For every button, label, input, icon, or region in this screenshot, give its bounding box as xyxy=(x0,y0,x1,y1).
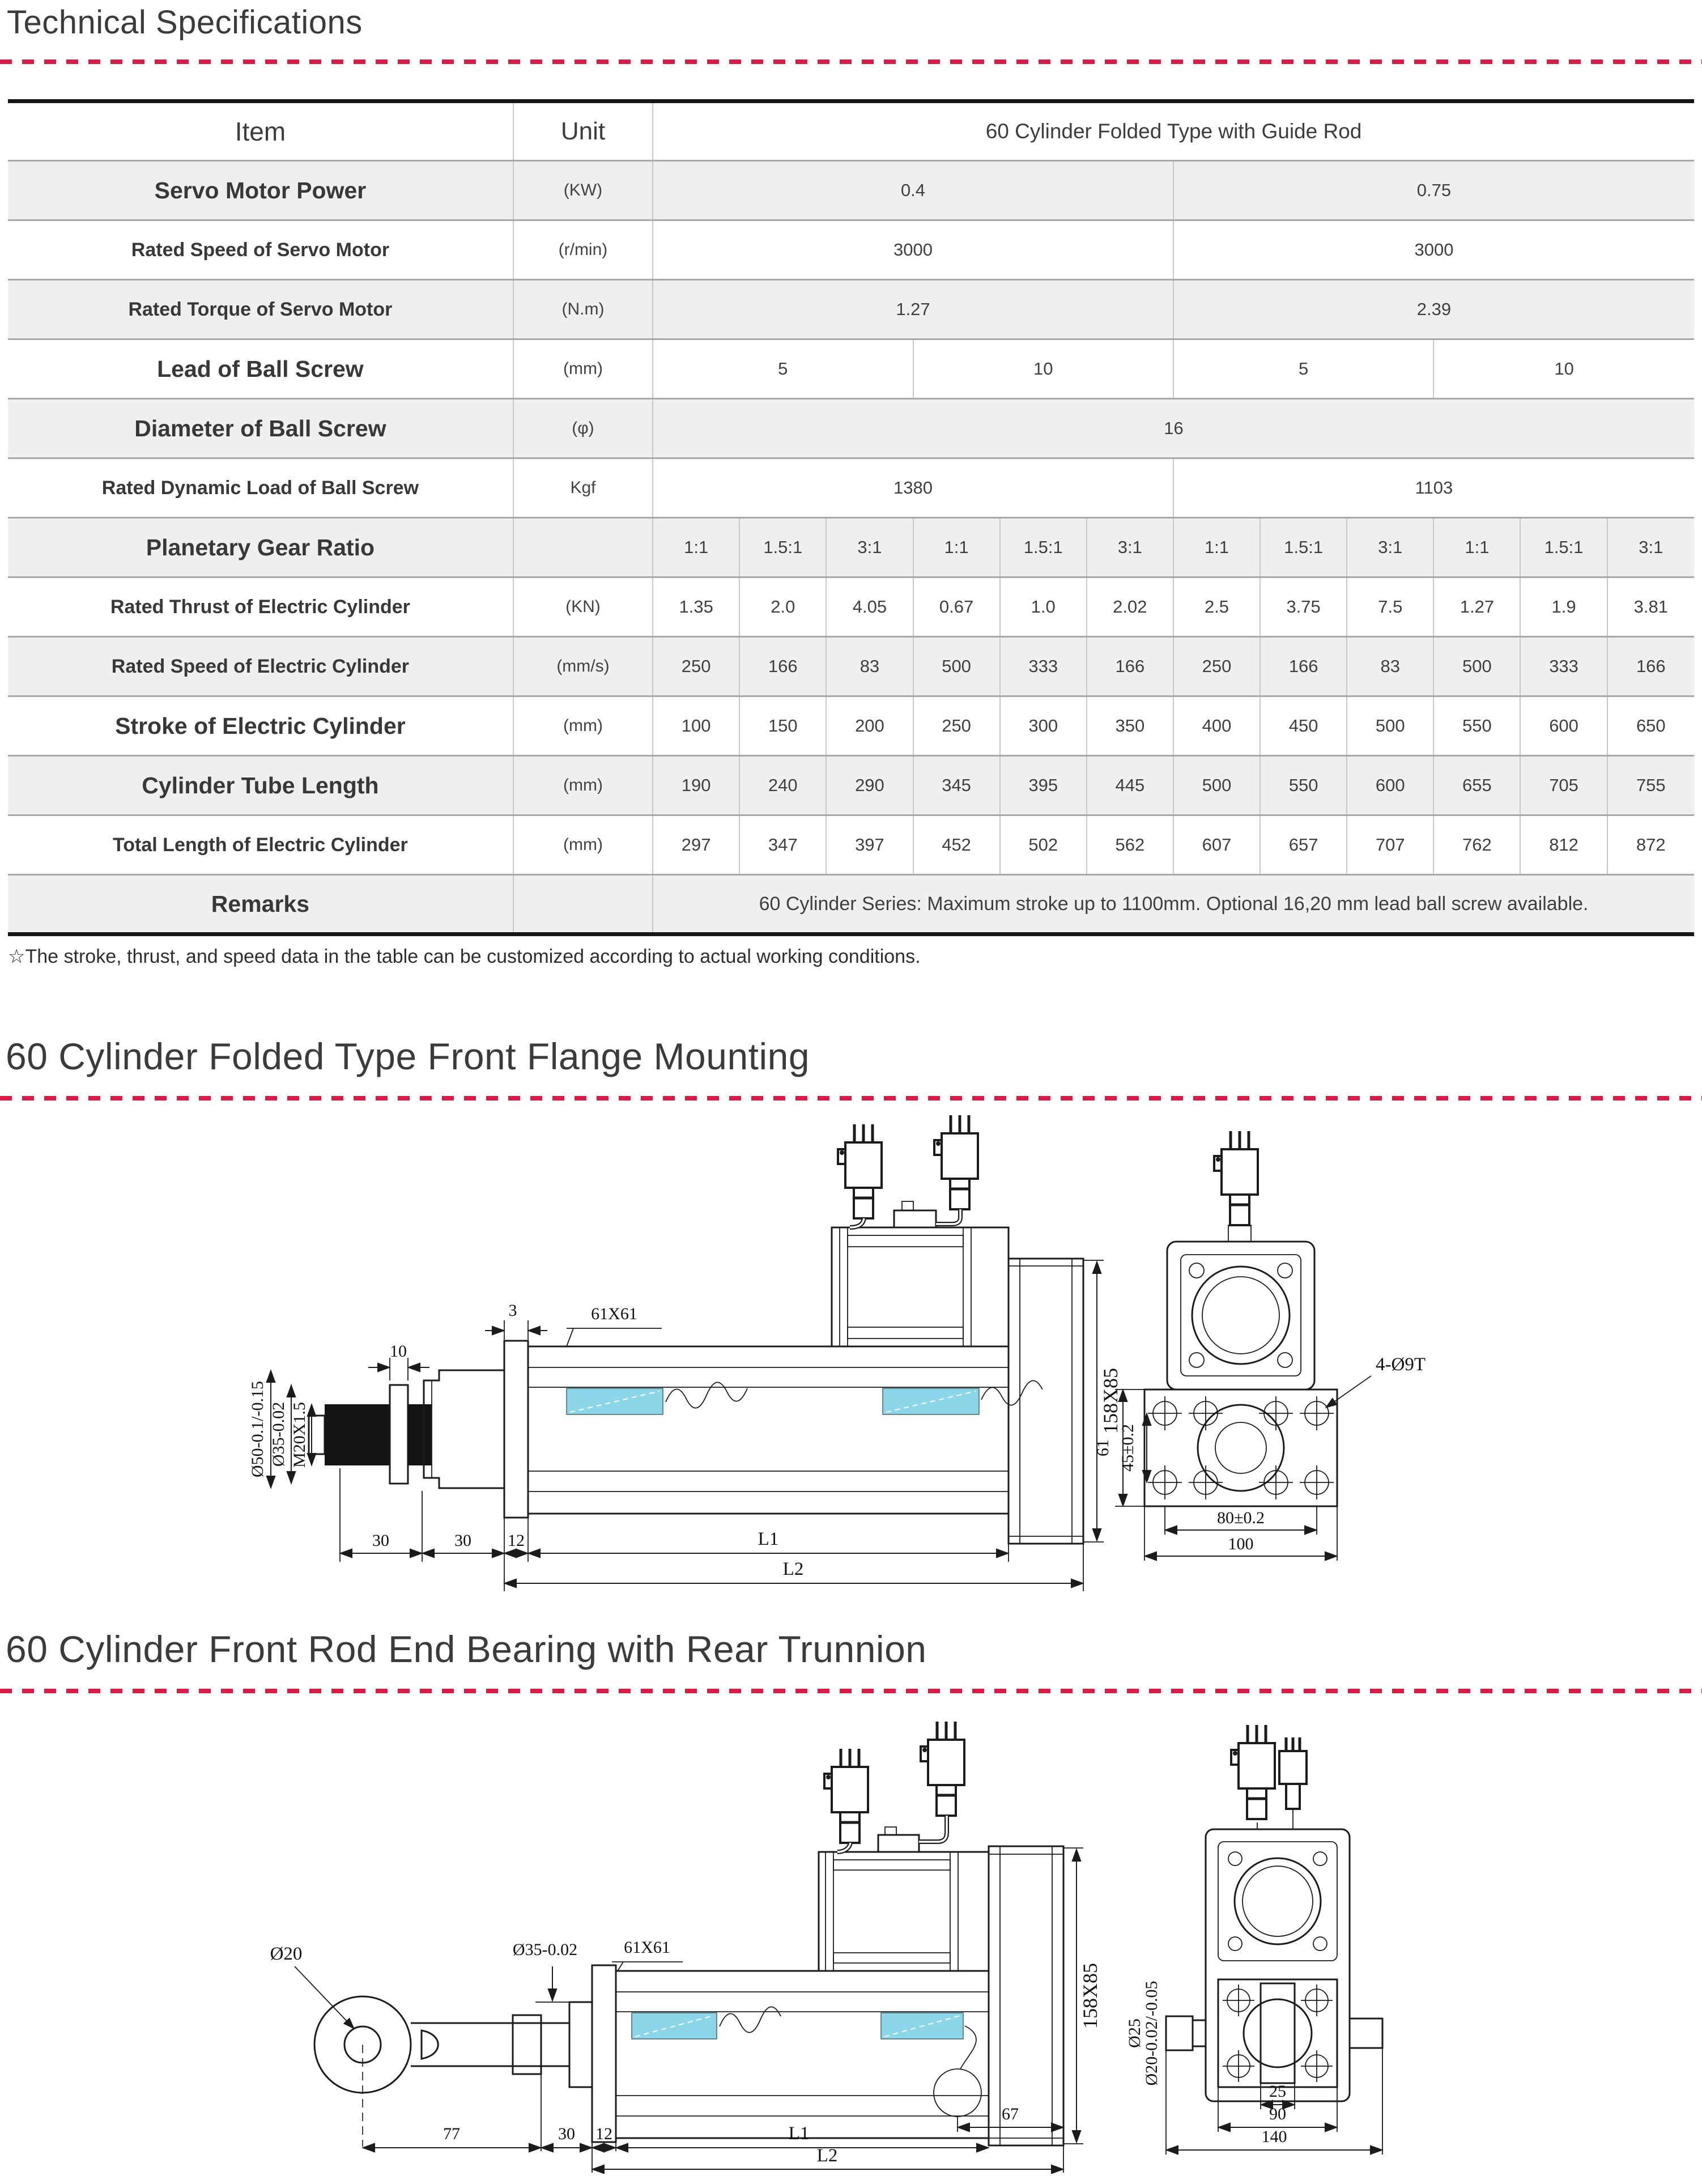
divider-dashed-2 xyxy=(0,1096,1702,1101)
row-label: Stroke of Electric Cylinder xyxy=(115,712,406,739)
value-cell: 1.5:1 xyxy=(739,518,826,577)
spec-page xyxy=(0,3,1702,2174)
dim-label-30: 30 xyxy=(558,2124,575,2143)
value-cell: 707 xyxy=(1347,815,1433,875)
value-cell: 7.5 xyxy=(1347,577,1433,637)
value-cell: 500 xyxy=(1433,637,1520,696)
trunnion-end-view xyxy=(1125,1725,1382,2155)
table-row xyxy=(8,815,1694,875)
value-cell: 1.27 xyxy=(1433,577,1520,637)
row-label: Diameter of Ball Screw xyxy=(134,415,386,441)
divider-dashed-top xyxy=(0,60,1702,64)
value-cell: 10 xyxy=(1433,339,1694,399)
value-cell: 2.39 xyxy=(1173,280,1694,339)
value-cell: 166 xyxy=(1260,637,1347,696)
value-cell: 1:1 xyxy=(913,518,1000,577)
motor-connectors xyxy=(824,1722,964,1852)
section-title-front-flange: 60 Cylinder Folded Type Front Flange Mounting xyxy=(6,1035,810,1077)
value-cell: 657 xyxy=(1260,815,1347,875)
value-cell: 445 xyxy=(1087,756,1173,815)
header-unit: Unit xyxy=(513,101,653,161)
page-title: Technical Specifications xyxy=(7,4,363,41)
dim-label-l2: L2 xyxy=(816,2145,838,2166)
value-cell: 1.5:1 xyxy=(1000,518,1087,577)
value-cell: 297 xyxy=(653,815,739,875)
value-cell: 452 xyxy=(913,815,1000,875)
divider-dashed-3 xyxy=(0,1689,1702,1693)
rod-end-bearing xyxy=(270,1944,439,2147)
dim-label-61: 61 xyxy=(1093,1439,1112,1456)
value-cell: 60 Cylinder Series: Maximum stroke up to 1100mm. Optional 16,20 mm lead ball screw available. xyxy=(653,875,1694,934)
dim-10 xyxy=(368,1342,429,1380)
value-cell: 333 xyxy=(1000,637,1087,696)
row-unit: (KN) xyxy=(513,577,653,637)
value-cell: 1.0 xyxy=(1000,577,1087,637)
rear-plate-side xyxy=(989,1846,1101,2145)
row-unit: (mm) xyxy=(513,339,653,399)
value-cell: 3:1 xyxy=(1347,518,1433,577)
cylinder-body xyxy=(592,1965,989,2142)
value-cell: 562 xyxy=(1087,815,1173,875)
value-cell: 3:1 xyxy=(826,518,913,577)
table-row xyxy=(8,637,1694,696)
value-cell: 0.67 xyxy=(913,577,1000,637)
sensor-cable xyxy=(720,2007,781,2032)
footnote: ☆The stroke, thrust, and speed data in the table can be customized according to actual working conditions. xyxy=(8,946,921,967)
value-cell: 755 xyxy=(1607,756,1694,815)
table-row xyxy=(8,696,1694,756)
value-cell: 705 xyxy=(1520,756,1607,815)
value-cell: 300 xyxy=(1000,696,1087,756)
value-cell: 150 xyxy=(739,696,826,756)
dim-3-61x61 xyxy=(485,1301,662,1346)
value-cell: 650 xyxy=(1607,696,1694,756)
value-cell: 395 xyxy=(1000,756,1087,815)
dim-label-25: 25 xyxy=(1269,2082,1286,2101)
dim-label-plate-158x85: 158X85 xyxy=(1079,1963,1101,2029)
value-cell: 450 xyxy=(1260,696,1347,756)
drawing-front-flange-mounting xyxy=(0,1114,1702,1613)
value-cell: 600 xyxy=(1347,756,1433,815)
dim-label-10: 10 xyxy=(390,1342,407,1361)
dim-label-80: 80±0.2 xyxy=(1217,1509,1265,1527)
value-cell: 333 xyxy=(1520,637,1607,696)
value-cell: 400 xyxy=(1173,696,1260,756)
value-cell: 166 xyxy=(1607,637,1694,696)
dim-label-plate-158x85: 158X85 xyxy=(1099,1368,1122,1434)
table-header-row xyxy=(8,101,1694,161)
row-unit: (mm) xyxy=(513,815,653,875)
value-cell: 762 xyxy=(1433,815,1520,875)
value-cell: 600 xyxy=(1520,696,1607,756)
row-label: Rated Dynamic Load of Ball Screw xyxy=(101,477,419,499)
dim-label-dia20-tol: Ø20-0.02/-0.05 xyxy=(1142,1981,1161,2086)
drawing-rod-end-bearing-trunnion xyxy=(0,1722,1702,2174)
cylinder-body xyxy=(504,1341,1043,1518)
dim-label-61x61: 61X61 xyxy=(591,1305,637,1323)
table-row xyxy=(8,399,1694,458)
value-cell: 83 xyxy=(826,637,913,696)
header-item: Item xyxy=(235,117,286,146)
dim-label-l2: L2 xyxy=(782,1559,804,1579)
cable-loop xyxy=(934,2069,981,2117)
dim-label-30b: 30 xyxy=(454,1531,471,1550)
value-cell: 83 xyxy=(1347,637,1433,696)
value-cell: 3.81 xyxy=(1607,577,1694,637)
row-label: Rated Torque of Servo Motor xyxy=(128,298,393,320)
value-cell: 2.5 xyxy=(1173,577,1260,637)
sensor-cable xyxy=(981,1380,1043,1405)
value-cell: 872 xyxy=(1607,815,1694,875)
dim-label-12: 12 xyxy=(595,2124,612,2143)
value-cell: 500 xyxy=(913,637,1000,696)
value-cell: 2.02 xyxy=(1087,577,1173,637)
value-cell: 655 xyxy=(1433,756,1520,815)
value-cell: 3:1 xyxy=(1087,518,1173,577)
value-cell: 250 xyxy=(653,637,739,696)
value-cell: 3:1 xyxy=(1607,518,1694,577)
table-row xyxy=(8,577,1694,637)
dim-label-l1: L1 xyxy=(758,1529,779,1549)
value-cell: 347 xyxy=(739,815,826,875)
value-cell: 607 xyxy=(1173,815,1260,875)
value-cell: 1.5:1 xyxy=(1520,518,1607,577)
row-label: Total Length of Electric Cylinder xyxy=(113,834,408,856)
value-cell: 1.5:1 xyxy=(1260,518,1347,577)
dim-label-m20: M20X1.5 xyxy=(290,1402,309,1468)
table-row xyxy=(8,756,1694,815)
sensor-cable xyxy=(666,1382,747,1408)
row-unit xyxy=(513,875,653,934)
value-cell: 0.75 xyxy=(1173,161,1694,220)
dim-label-dia25: Ø25 xyxy=(1125,2019,1144,2048)
value-cell: 240 xyxy=(739,756,826,815)
table-row xyxy=(8,458,1694,518)
value-cell: 1.9 xyxy=(1520,577,1607,637)
value-cell: 166 xyxy=(1087,637,1173,696)
value-cell: 16 xyxy=(653,399,1694,458)
value-cell: 550 xyxy=(1433,696,1520,756)
dim-label-140: 140 xyxy=(1261,2127,1287,2146)
value-cell: 10 xyxy=(913,339,1173,399)
row-unit: (φ) xyxy=(513,399,653,458)
table-row xyxy=(8,220,1694,280)
value-cell: 250 xyxy=(913,696,1000,756)
value-cell: 3000 xyxy=(1173,220,1694,280)
table-row xyxy=(8,518,1694,577)
dim-label-dia20: Ø20 xyxy=(270,1944,303,1964)
dim-label-100: 100 xyxy=(1228,1535,1254,1553)
rod-end-assembly xyxy=(309,1370,504,1488)
table-row xyxy=(8,280,1694,339)
spec-table-body xyxy=(8,161,1694,934)
value-cell: 100 xyxy=(653,696,739,756)
dim-label-77: 77 xyxy=(443,2124,460,2143)
row-label: Rated Speed of Servo Motor xyxy=(131,239,390,261)
value-cell: 500 xyxy=(1347,696,1433,756)
row-label: Servo Motor Power xyxy=(154,177,367,203)
servo-motor xyxy=(832,1201,1009,1346)
row-label: Remarks xyxy=(211,890,310,917)
value-cell: 1.35 xyxy=(653,577,739,637)
value-cell: 1:1 xyxy=(1173,518,1260,577)
value-cell: 190 xyxy=(653,756,739,815)
value-cell: 5 xyxy=(1173,339,1433,399)
dim-label-3: 3 xyxy=(508,1301,517,1320)
row-unit: (mm/s) xyxy=(513,637,653,696)
value-cell: 166 xyxy=(739,637,826,696)
rod-diameter-dims xyxy=(248,1370,312,1488)
value-cell: 345 xyxy=(913,756,1000,815)
dim-label-dia35: Ø35-0.02 xyxy=(512,1940,578,1959)
end-view xyxy=(1093,1131,1426,1561)
value-cell: 812 xyxy=(1520,815,1607,875)
dim-label-90: 90 xyxy=(1269,2105,1286,2123)
value-cell: 397 xyxy=(826,815,913,875)
row-unit: (mm) xyxy=(513,696,653,756)
dim-label-61x61: 61X61 xyxy=(624,1938,670,1957)
dim-label-45: 45±0.2 xyxy=(1118,1424,1137,1472)
dim-label-l1: L1 xyxy=(788,2123,810,2144)
value-cell: 502 xyxy=(1000,815,1087,875)
row-unit: (r/min) xyxy=(513,220,653,280)
value-cell: 1380 xyxy=(653,458,1173,518)
value-cell: 0.4 xyxy=(653,161,1173,220)
row-unit: (KW) xyxy=(513,161,653,220)
value-cell: 2.0 xyxy=(739,577,826,637)
dim-label-30a: 30 xyxy=(372,1531,389,1550)
value-cell: 4.05 xyxy=(826,577,913,637)
table-row xyxy=(8,875,1694,934)
value-cell: 350 xyxy=(1087,696,1173,756)
section-title-rear-trunnion: 60 Cylinder Front Rod End Bearing with Rear Trunnion xyxy=(6,1628,927,1670)
value-cell: 500 xyxy=(1173,756,1260,815)
flange-plate-side xyxy=(1009,1259,1122,1544)
value-cell: 1:1 xyxy=(1433,518,1520,577)
row-label: Cylinder Tube Length xyxy=(142,772,379,798)
value-cell: 550 xyxy=(1260,756,1347,815)
dim-label-67: 67 xyxy=(1002,2105,1019,2123)
dim-label-dia35: Ø35-0.02 xyxy=(269,1401,288,1467)
spec-table xyxy=(8,99,1694,936)
row-label: Lead of Ball Screw xyxy=(157,355,364,382)
length-dims xyxy=(340,1468,1083,1591)
value-cell: 5 xyxy=(653,339,913,399)
table-row xyxy=(8,339,1694,399)
dim-label-dia50: Ø50-0.1/-0.15 xyxy=(248,1381,267,1477)
value-cell: 3000 xyxy=(653,220,1173,280)
row-unit xyxy=(513,518,653,577)
length-dims xyxy=(363,2074,1063,2173)
bolt-holes xyxy=(1148,1396,1334,1499)
value-cell: 200 xyxy=(826,696,913,756)
row-label: Planetary Gear Ratio xyxy=(146,534,375,560)
row-label: Rated Thrust of Electric Cylinder xyxy=(110,596,410,618)
dim-label-4x9t: 4-Ø9T xyxy=(1376,1354,1426,1375)
value-cell: 3.75 xyxy=(1260,577,1347,637)
value-cell: 1.27 xyxy=(653,280,1173,339)
value-cell: 1:1 xyxy=(653,518,739,577)
value-cell: 250 xyxy=(1173,637,1260,696)
row-unit: Kgf xyxy=(513,458,653,518)
row-unit: (N.m) xyxy=(513,280,653,339)
dim-label-12: 12 xyxy=(508,1531,525,1550)
row-unit: (mm) xyxy=(513,756,653,815)
value-cell: 290 xyxy=(826,756,913,815)
table-row xyxy=(8,161,1694,220)
value-cell: 1103 xyxy=(1173,458,1694,518)
row-label: Rated Speed of Electric Cylinder xyxy=(111,655,410,677)
header-product: 60 Cylinder Folded Type with Guide Rod xyxy=(653,101,1694,161)
